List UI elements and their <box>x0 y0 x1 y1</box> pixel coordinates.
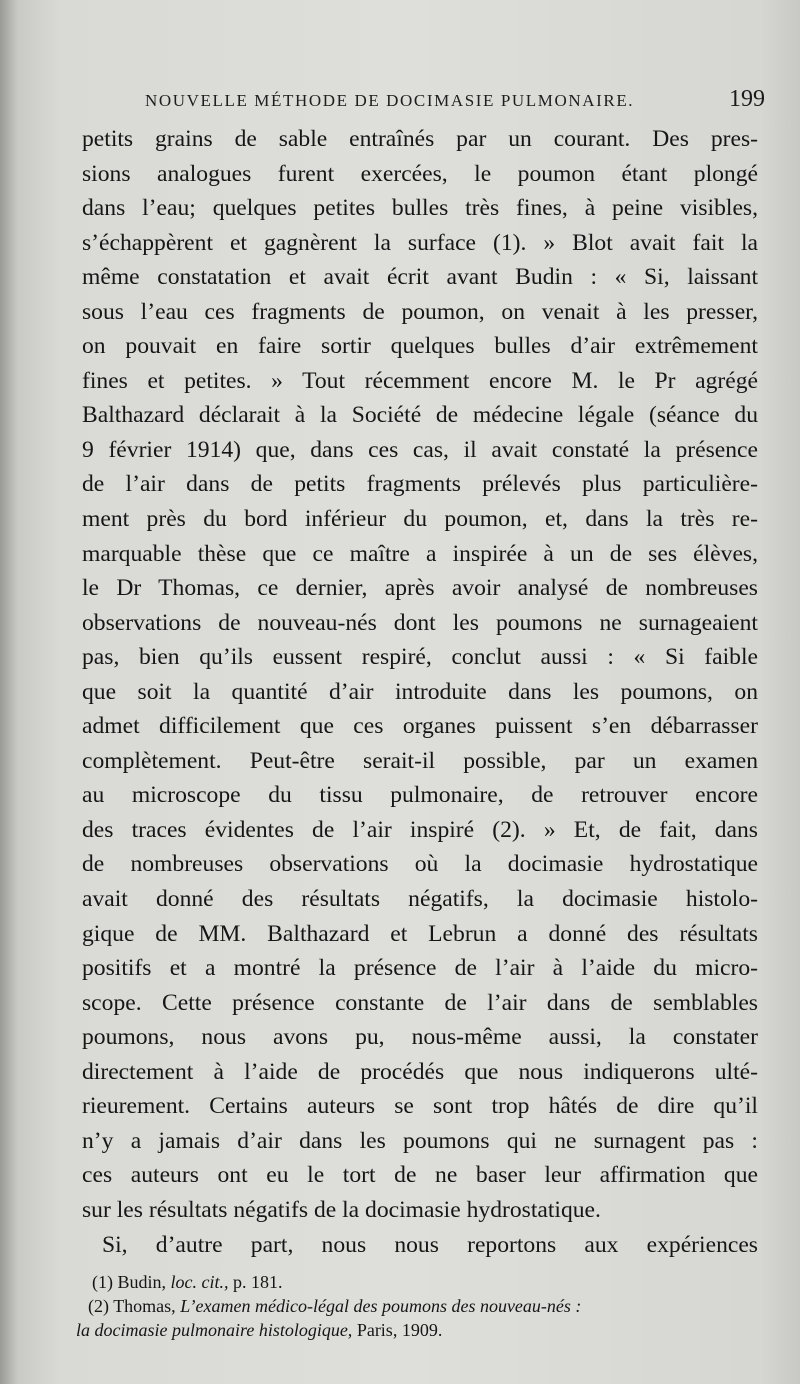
text-line: sur les résultats négatifs de la docimasie hydrostatique. <box>82 1196 601 1223</box>
running-head: NOUVELLE MÉTHODE DE DOCIMASIE PULMONAIRE. <box>145 91 635 110</box>
footnote-reference: loc. cit., <box>170 1272 229 1292</box>
text-line: le Dr Thomas, ce dernier, après avoir analysé de nombreuses <box>82 575 758 602</box>
text-line: au microscope du tissu pulmonaire, de retrouver encore <box>82 782 758 809</box>
text-line: avait donné des résultats négatifs, la docimasie histolo- <box>82 886 758 913</box>
text-line: de l’air dans de petits fragments prélevés plus particulière- <box>82 471 758 498</box>
text-line: on pouvait en faire sortir quelques bulles d’air extrêmement <box>82 333 758 360</box>
text-line: que soit la quantité d’air introduite dans les poumons, on <box>82 678 758 705</box>
text-line: poumons, nous avons pu, nous-même aussi, la constater <box>82 1024 758 1051</box>
footnote-title-continued: la docimasie pulmonaire histologique, <box>76 1320 353 1340</box>
text-line: marquable thèse que ce maître a inspirée à un de ses élèves, <box>82 540 758 567</box>
text-line: dans l’eau; quelques petites bulles très fines, à peine visibles, <box>82 195 758 222</box>
text-line: directement à l’aide de procédés que nous indiquerons ulté- <box>82 1058 758 1085</box>
footnote-title: L’examen médico-légal des poumons des nouveau-nés : <box>180 1296 582 1316</box>
footnote-mark: (1) <box>92 1272 113 1292</box>
page-header <box>145 86 765 116</box>
footnote-author: Thomas, <box>113 1296 176 1316</box>
text-line: Balthazard déclarait à la Société de médecine légale (séance du <box>82 402 758 429</box>
footnotes <box>76 1270 766 1342</box>
footnote-author: Budin, <box>117 1272 167 1292</box>
text-line: sous l’eau ces fragments de poumon, on venait à les presser, <box>82 298 758 325</box>
text-line: positifs et a montré la présence de l’air à l’aide du micro- <box>82 955 758 982</box>
text-line: scope. Cette présence constante de l’air dans de semblables <box>82 989 758 1016</box>
text-line: rieurement. Certains auteurs se sont trop hâtés de dire qu’il <box>82 1093 758 1120</box>
text-line: de nombreuses observations où la docimasie hydrostatique <box>82 851 758 878</box>
text-line: petits grains de sable entraînés par un courant. Des pres- <box>82 126 758 152</box>
text-line: sions analogues furent exercées, le poumon étant plongé <box>82 160 758 187</box>
footnote-page: p. 181. <box>233 1272 283 1292</box>
text-line: ces auteurs ont eu le tort de ne baser leur affirmation que <box>82 1162 758 1189</box>
text-line: gique de MM. Balthazard et Lebrun a donné des résultats <box>82 920 758 947</box>
text-line: complètement. Peut-être serait-il possible, par un examen <box>82 747 758 774</box>
text-line: 9 février 1914) que, dans ces cas, il avait constaté la présence <box>82 436 758 463</box>
text-line: Si, d’autre part, nous nous reportons aux expériences <box>102 1231 758 1258</box>
text-line: admet difficilement que ces organes puissent s’en débarrasser <box>82 713 758 740</box>
text-line: des traces évidentes de l’air inspiré (2). » Et, de fait, dans <box>82 816 758 843</box>
text-line: ment près du bord inférieur du poumon, et, dans la très re- <box>82 506 758 533</box>
footnote-2 <box>76 1294 766 1318</box>
footnote-mark: (2) <box>88 1296 109 1316</box>
text-line: pas, bien qu’ils eussent respiré, conclut aussi : « Si faible <box>82 644 758 671</box>
page-number: 199 <box>729 86 765 112</box>
text-line: s’échappèrent et gagnèrent la surface (1). » Blot avait fait la <box>82 229 758 256</box>
footnote-publication: Paris, 1909. <box>356 1320 443 1340</box>
footnote-1 <box>76 1270 766 1294</box>
text-line: observations de nouveau-nés dont les poumons ne surnageaient <box>82 609 758 636</box>
text-line: fines et petites. » Tout récemment encore M. le Pr agrégé <box>82 367 758 394</box>
body-text <box>82 122 758 1262</box>
text-line: n’y a jamais d’air dans les poumons qui ne surnagent pas : <box>82 1127 758 1154</box>
text-line: même constatation et avait écrit avant Budin : « Si, laissant <box>82 264 758 291</box>
footnote-2-continued <box>76 1318 766 1342</box>
